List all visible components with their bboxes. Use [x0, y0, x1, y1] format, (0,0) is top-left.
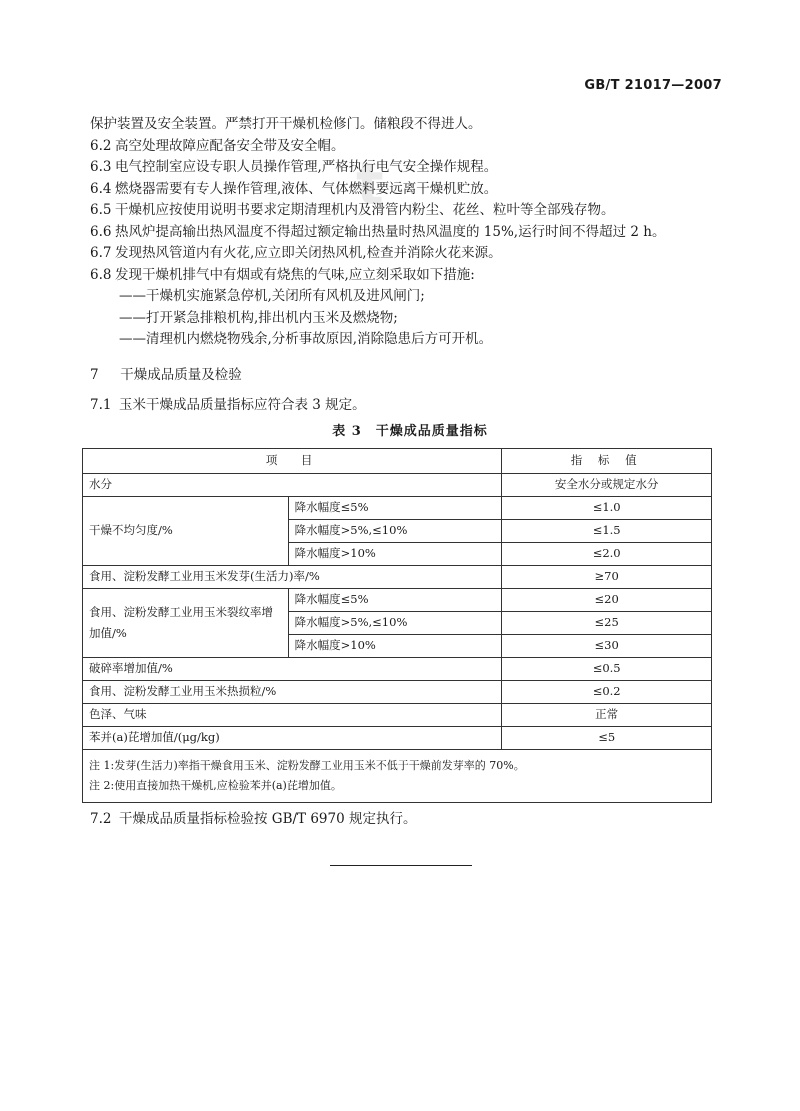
- row-value: ≤1.5: [502, 520, 712, 543]
- clause-text: 干燥机应按使用说明书要求定期清理机内及滑管内粉尘、花丝、粒叶等全部残存物。: [115, 202, 615, 218]
- table-notes: [83, 750, 712, 803]
- row-label: 食用、淀粉发酵工业用玉米裂纹率增加值/%: [83, 589, 289, 658]
- clause-text: 电气控制室应设专职人员操作管理,严格执行电气安全操作规程。: [115, 159, 498, 175]
- clause-number: 6.3: [90, 159, 112, 175]
- intro-line: 保护装置及安全装置。严禁打开干燥机检修门。储粮段不得进人。: [90, 116, 482, 132]
- measure-item: ——打开紧急排粮机构,排出机内玉米及燃烧物;: [119, 309, 398, 326]
- table-row: [83, 497, 712, 520]
- row-condition: 降水幅度≤5%: [288, 589, 502, 612]
- clause-text: 发现干燥机排气中有烟或有烧焦的气味,应立刻采取如下措施:: [115, 266, 475, 283]
- clause-number: 6.2: [90, 137, 112, 154]
- clause-text: 高空处理故障应配备安全带及安全帽。: [115, 137, 345, 154]
- clause-7-1: [90, 395, 730, 417]
- row-condition: 降水幅度>5%,≤10%: [288, 612, 502, 635]
- quality-table: [82, 448, 712, 803]
- end-of-document-rule: [330, 865, 472, 866]
- row-value: ≤2.0: [502, 543, 712, 566]
- clause-text: 发现热风管道内有火花,应立即关闭热风机,检查并消除火花来源。: [115, 245, 502, 261]
- row-value: ≤1.0: [502, 497, 712, 520]
- clause-6-4: [90, 179, 730, 201]
- clause-number: 6.4: [90, 180, 112, 197]
- row-label: 苯并(a)芘增加值/(μg/kg): [83, 727, 502, 750]
- header-item: 项 目: [83, 449, 502, 474]
- clause-6-8: [90, 265, 730, 287]
- clause-number: 7.2: [90, 811, 112, 827]
- row-value: 正常: [502, 704, 712, 727]
- row-condition: 降水幅度≤5%: [288, 497, 502, 520]
- clause-number: 6.6: [90, 223, 112, 240]
- measure-item: ——干燥机实施紧急停机,关闭所有风机及进风闸门;: [119, 288, 425, 304]
- row-value: ≤30: [502, 635, 712, 658]
- table-header-row: [83, 449, 712, 474]
- row-condition: 降水幅度>10%: [288, 543, 502, 566]
- clause-number: 6.7: [90, 245, 112, 261]
- clause-text: 干燥成品质量指标检验按 GB/T 6970 规定执行。: [119, 811, 417, 827]
- clause-text: 燃烧器需要有专人操作管理,液体、气体燃料要远离干燥机贮放。: [115, 180, 498, 197]
- section-number: 7: [90, 366, 99, 383]
- table-row: [83, 727, 712, 750]
- clause-6-5: [90, 200, 730, 222]
- section-title: 干燥成品质量及检验: [120, 366, 242, 383]
- row-label: 破碎率增加值/%: [83, 658, 502, 681]
- table-note-1: 注 1:发芽(生活力)率指干燥食用玉米、淀粉发酵工业用玉米不低于干燥前发芽率的 70%。: [89, 759, 525, 772]
- clause-7-2: [90, 809, 730, 831]
- standard-number: GB/T 21017—2007: [584, 78, 722, 93]
- row-value: ≤0.2: [502, 681, 712, 704]
- clause-6-3: [90, 157, 730, 179]
- measure-item: ——清理机内燃烧物残余,分析事故原因,消除隐患后方可开机。: [119, 331, 493, 347]
- row-label: 食用、淀粉发酵工业用玉米发芽(生活力)率/%: [83, 566, 502, 589]
- row-value: 安全水分或规定水分: [502, 474, 712, 497]
- row-value: ≤0.5: [502, 658, 712, 681]
- table-row: [83, 658, 712, 681]
- clause-text: 热风炉提高输出热风温度不得超过额定输出热量时热风温度的 15%,运行时间不得超过 2 h。: [115, 223, 666, 240]
- clause-text: 玉米干燥成品质量指标应符合表 3 规定。: [119, 397, 366, 413]
- watermark: t: [356, 150, 386, 218]
- clause-6-6: [90, 222, 730, 244]
- row-value: ≤20: [502, 589, 712, 612]
- table-row: [83, 589, 712, 612]
- clause-6-7: [90, 243, 730, 265]
- table-title: 表 3 干燥成品质量指标: [332, 423, 488, 439]
- row-label: 干燥不均匀度/%: [83, 497, 289, 566]
- row-value: ≤25: [502, 612, 712, 635]
- table-row: [83, 474, 712, 497]
- section-7-heading: [90, 365, 730, 387]
- clause-number: 7.1: [90, 397, 112, 413]
- table-row: [83, 566, 712, 589]
- clause-6-2: [90, 136, 730, 158]
- row-label: 水分: [83, 474, 502, 497]
- body-text: [90, 114, 730, 831]
- clause-number: 6.8: [90, 266, 112, 283]
- row-value: ≥70: [502, 566, 712, 589]
- row-label: 色泽、气味: [83, 704, 502, 727]
- table-row: [83, 704, 712, 727]
- table-row: [83, 681, 712, 704]
- table-notes-row: [83, 750, 712, 803]
- table-note-2: 注 2:使用直接加热干燥机,应检验苯并(a)芘增加值。: [89, 779, 342, 792]
- clause-number: 6.5: [90, 202, 112, 218]
- row-label: 食用、淀粉发酵工业用玉米热损粒/%: [83, 681, 502, 704]
- row-condition: 降水幅度>10%: [288, 635, 502, 658]
- header-value: 指 标 值: [502, 449, 712, 474]
- row-condition: 降水幅度>5%,≤10%: [288, 520, 502, 543]
- row-value: ≤5: [502, 727, 712, 750]
